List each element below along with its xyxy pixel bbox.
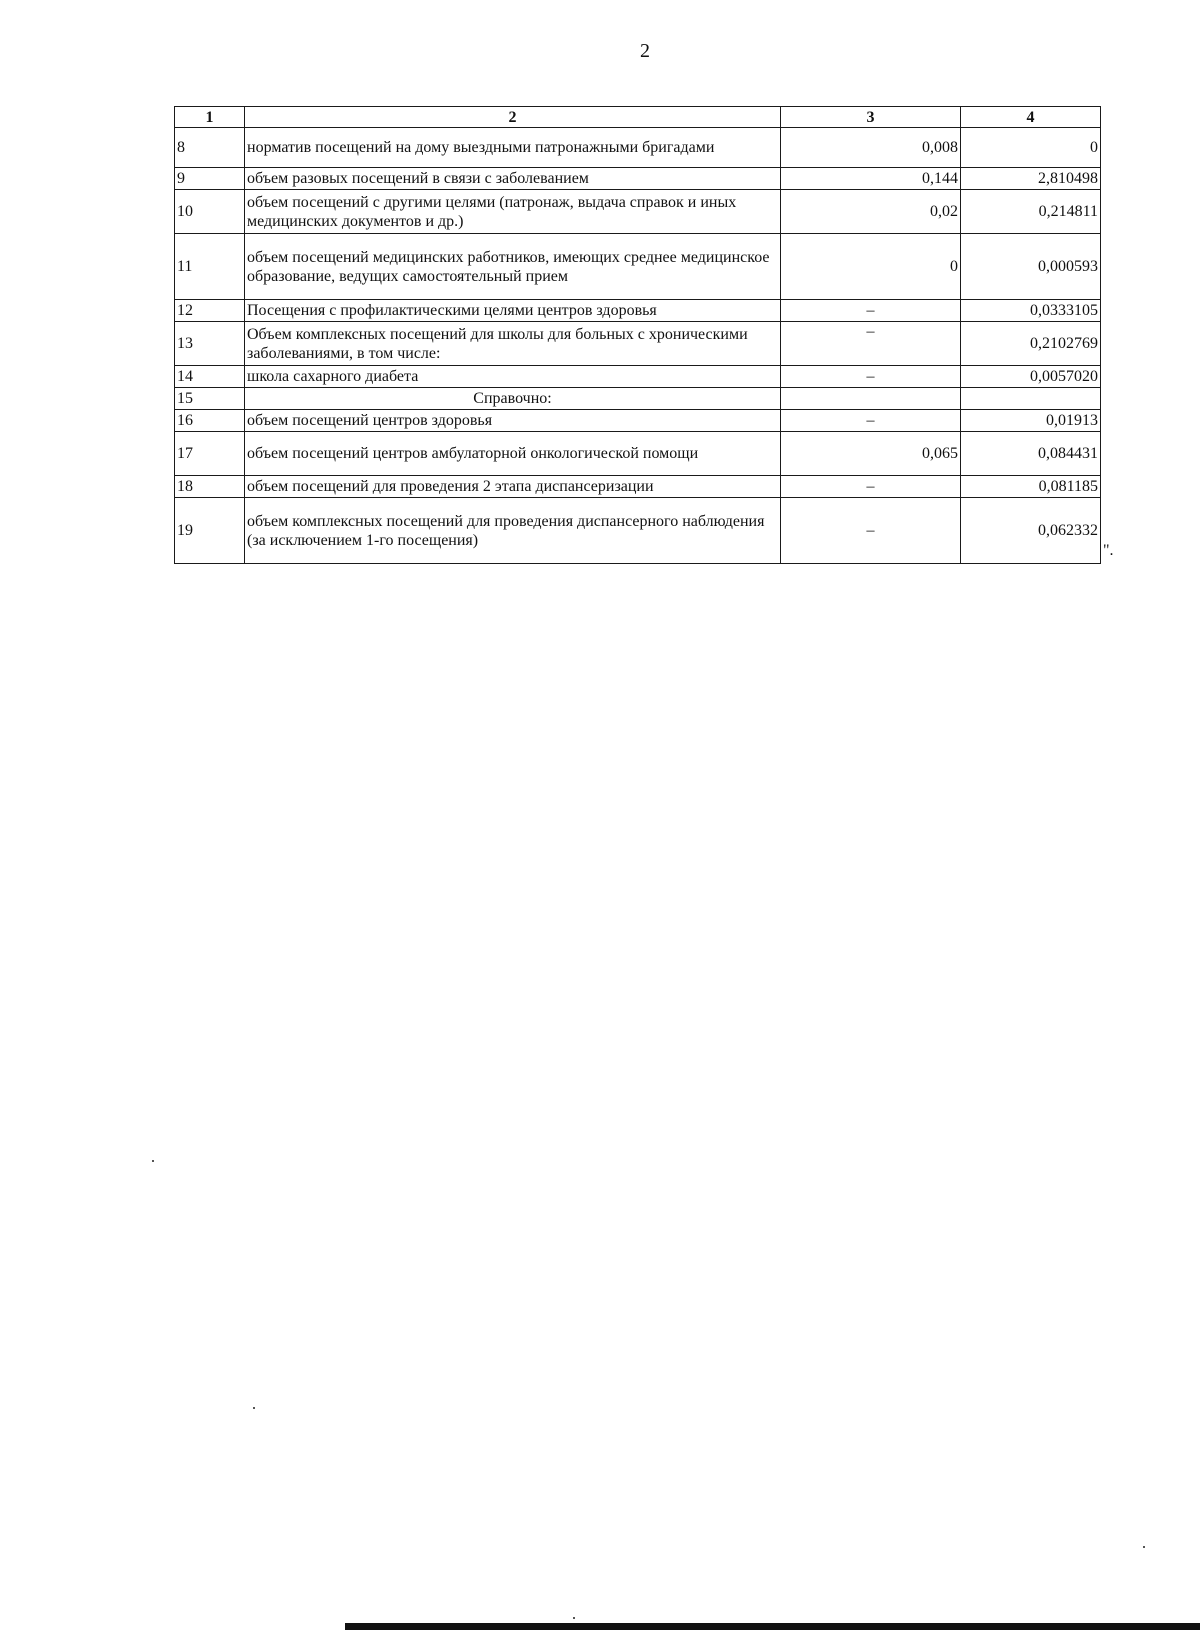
row-description: объем посещений центров амбулаторной онкологической помощи	[245, 432, 781, 476]
table-row	[175, 366, 1101, 388]
data-table	[174, 106, 1101, 564]
row-number: 18	[175, 476, 245, 498]
row-value-col4: 0,000593	[961, 234, 1101, 300]
table-row	[175, 476, 1101, 498]
scan-speck	[1143, 1546, 1145, 1548]
row-value-col4: 2,810498	[961, 168, 1101, 190]
row-value-col3: –	[781, 498, 961, 564]
table-row	[175, 300, 1101, 322]
table-row	[175, 388, 1101, 410]
row-description: Посещения с профилактическими целями центров здоровья	[245, 300, 781, 322]
row-description: объем посещений медицинских работников, имеющих среднее медицинское образование, ведущих самостоятельный прием	[245, 234, 781, 300]
row-description: объем посещений центров здоровья	[245, 410, 781, 432]
row-description: объем разовых посещений в связи с заболеванием	[245, 168, 781, 190]
row-value-col4: 0,2102769	[961, 322, 1101, 366]
row-number: 19	[175, 498, 245, 564]
table-row	[175, 234, 1101, 300]
table-row	[175, 128, 1101, 168]
row-value-col4: 0,062332	[961, 498, 1101, 564]
row-value-col3: –	[781, 366, 961, 388]
table-row	[175, 498, 1101, 564]
page-number: 2	[640, 40, 650, 62]
closing-quote: ".	[1103, 542, 1114, 559]
row-number: 15	[175, 388, 245, 410]
scan-speck	[573, 1617, 575, 1619]
row-value-col4: 0,214811	[961, 190, 1101, 234]
footer-scan-edge	[345, 1623, 1200, 1630]
scan-speck	[152, 1160, 154, 1162]
row-description: Справочно:	[245, 388, 781, 410]
table-row	[175, 190, 1101, 234]
row-number: 17	[175, 432, 245, 476]
row-value-col3: 0,02	[781, 190, 961, 234]
row-number: 11	[175, 234, 245, 300]
row-value-col3: 0,008	[781, 128, 961, 168]
row-description: объем посещений с другими целями (патронаж, выдача справок и иных медицинских документов и др.)	[245, 190, 781, 234]
row-value-col3: –	[781, 300, 961, 322]
row-value-col3: –	[781, 322, 961, 366]
table-row	[175, 432, 1101, 476]
row-value-col4: 0	[961, 128, 1101, 168]
row-value-col3: –	[781, 410, 961, 432]
row-value-col3: –	[781, 476, 961, 498]
header-col-2: 2	[245, 107, 781, 128]
table-row	[175, 410, 1101, 432]
row-number: 8	[175, 128, 245, 168]
row-description: школа сахарного диабета	[245, 366, 781, 388]
row-number: 13	[175, 322, 245, 366]
header-col-1: 1	[175, 107, 245, 128]
row-number: 16	[175, 410, 245, 432]
row-number: 14	[175, 366, 245, 388]
row-value-col3: 0	[781, 234, 961, 300]
row-description: объем посещений для проведения 2 этапа диспансеризации	[245, 476, 781, 498]
table-row	[175, 168, 1101, 190]
table-row	[175, 322, 1101, 366]
row-number: 10	[175, 190, 245, 234]
row-value-col4: 0,0057020	[961, 366, 1101, 388]
scan-speck	[253, 1407, 255, 1409]
row-value-col3: 0,144	[781, 168, 961, 190]
row-value-col3	[781, 388, 961, 410]
row-value-col4: 0,081185	[961, 476, 1101, 498]
row-number: 12	[175, 300, 245, 322]
row-description: Объем комплексных посещений для школы для больных с хроническими заболеваниями, в том числе:	[245, 322, 781, 366]
row-number: 9	[175, 168, 245, 190]
row-description: норматив посещений на дому выездными патронажными бригадами	[245, 128, 781, 168]
row-value-col4	[961, 388, 1101, 410]
row-value-col4: 0,0333105	[961, 300, 1101, 322]
header-col-3: 3	[781, 107, 961, 128]
table-header-row	[175, 107, 1101, 128]
row-value-col3: 0,065	[781, 432, 961, 476]
row-value-col4: 0,084431	[961, 432, 1101, 476]
row-description: объем комплексных посещений для проведения диспансерного наблюдения (за исключением 1-го посещения)	[245, 498, 781, 564]
header-col-4: 4	[961, 107, 1101, 128]
row-value-col4: 0,01913	[961, 410, 1101, 432]
